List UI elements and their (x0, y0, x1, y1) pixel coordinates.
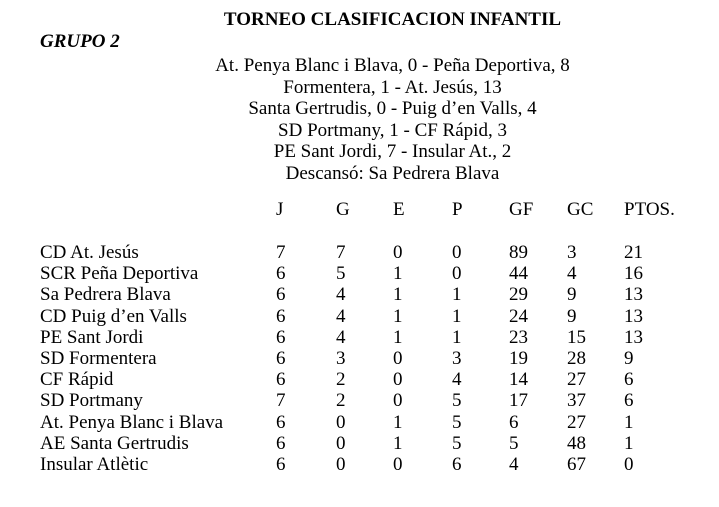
match-result-line: Descansó: Sa Pedrera Blava (285, 162, 500, 184)
goals-for-value: 17 (509, 390, 528, 412)
played-value: 6 (276, 326, 286, 348)
points-value: 6 (624, 390, 634, 412)
draws-value: 1 (393, 284, 403, 306)
played-value: 6 (276, 284, 286, 306)
points-value: 6 (624, 369, 634, 391)
goals-for-value: 5 (509, 432, 519, 454)
standings-header-row (40, 199, 719, 220)
losses-value: 1 (452, 284, 462, 306)
goals-against-value: 27 (567, 411, 586, 433)
points-value: 0 (624, 453, 634, 475)
losses-value: 3 (452, 347, 462, 369)
losses-value: 1 (452, 305, 462, 327)
column-header-points: PTOS. (624, 199, 675, 220)
draws-value: 0 (393, 242, 403, 263)
group-label: GRUPO 2 (40, 31, 120, 52)
goals-against-value: 3 (567, 242, 577, 263)
points-value: 13 (624, 326, 643, 348)
match-results-block (66, 55, 719, 185)
standings-table-body (40, 242, 719, 475)
team-name: Sa Pedrera Blava (40, 284, 171, 306)
wins-value: 4 (336, 305, 346, 327)
goals-for-value: 23 (509, 326, 528, 348)
column-header-losses: P (452, 199, 463, 220)
draws-value: 1 (393, 305, 403, 327)
wins-value: 4 (336, 284, 346, 306)
match-result-line: Formentera, 1 - At. Jesús, 13 (283, 76, 502, 98)
goals-for-value: 4 (509, 453, 519, 475)
team-name: AE Santa Gertrudis (40, 432, 189, 454)
wins-value: 0 (336, 432, 346, 454)
wins-value: 5 (336, 263, 346, 285)
wins-value: 0 (336, 411, 346, 433)
goals-against-value: 9 (567, 305, 577, 327)
losses-value: 6 (452, 453, 462, 475)
team-name: CD Puig d’en Valls (40, 305, 187, 327)
match-result-line: SD Portmany, 1 - CF Rápid, 3 (278, 119, 507, 141)
goals-against-value: 28 (567, 347, 586, 369)
match-result-line: PE Sant Jordi, 7 - Insular At., 2 (273, 141, 512, 163)
played-value: 6 (276, 263, 286, 285)
losses-value: 1 (452, 326, 462, 348)
points-value: 9 (624, 347, 634, 369)
goals-against-value: 27 (567, 369, 586, 391)
wins-value: 0 (336, 453, 346, 475)
played-value: 7 (276, 242, 286, 263)
played-value: 6 (276, 369, 286, 391)
losses-value: 5 (452, 390, 462, 412)
match-result-line: Santa Gertrudis, 0 - Puig d’en Valls, 4 (248, 98, 537, 120)
column-header-draws: E (393, 199, 405, 220)
standings-table-row (40, 454, 719, 475)
draws-value: 0 (393, 453, 403, 475)
page-title: TORNEO CLASIFICACION INFANTIL (223, 9, 562, 30)
goals-against-value: 15 (567, 326, 586, 348)
losses-value: 5 (452, 411, 462, 433)
standings-table-row (40, 327, 719, 348)
wins-value: 7 (336, 242, 346, 263)
points-value: 21 (624, 242, 643, 263)
column-header-played: J (276, 199, 284, 220)
goals-for-value: 24 (509, 305, 528, 327)
played-value: 6 (276, 347, 286, 369)
team-name: CD At. Jesús (40, 242, 139, 263)
goals-for-value: 44 (509, 263, 528, 285)
draws-value: 0 (393, 369, 403, 391)
points-value: 13 (624, 305, 643, 327)
standings-table-row (40, 284, 719, 305)
standings-table-row (40, 369, 719, 390)
goals-for-value: 6 (509, 411, 519, 433)
draws-value: 1 (393, 411, 403, 433)
draws-value: 1 (393, 263, 403, 285)
standings-table-row (40, 263, 719, 284)
goals-against-value: 4 (567, 263, 577, 285)
wins-value: 4 (336, 326, 346, 348)
played-value: 6 (276, 305, 286, 327)
column-header-wins: G (336, 199, 350, 220)
draws-value: 1 (393, 432, 403, 454)
draws-value: 0 (393, 347, 403, 369)
team-name: SD Formentera (40, 347, 157, 369)
team-name: SD Portmany (40, 390, 143, 412)
losses-value: 0 (452, 263, 462, 285)
played-value: 6 (276, 432, 286, 454)
goals-against-value: 67 (567, 453, 586, 475)
losses-value: 5 (452, 432, 462, 454)
goals-for-value: 89 (509, 242, 528, 263)
wins-value: 3 (336, 347, 346, 369)
standings-table-row (40, 348, 719, 369)
goals-for-value: 19 (509, 347, 528, 369)
draws-value: 1 (393, 326, 403, 348)
draws-value: 0 (393, 390, 403, 412)
team-name: Insular Atlètic (40, 453, 149, 475)
standings-table-row (40, 390, 719, 411)
points-value: 16 (624, 263, 643, 285)
goals-against-value: 48 (567, 432, 586, 454)
points-value: 13 (624, 284, 643, 306)
standings-table-row (40, 412, 719, 433)
column-header-goals-against: GC (567, 199, 594, 220)
played-value: 6 (276, 453, 286, 475)
team-name: SCR Peña Deportiva (40, 263, 199, 285)
points-value: 1 (624, 411, 634, 433)
goals-against-value: 9 (567, 284, 577, 306)
losses-value: 4 (452, 369, 462, 391)
losses-value: 0 (452, 242, 462, 263)
wins-value: 2 (336, 390, 346, 412)
column-header-goals-for: GF (509, 199, 534, 220)
played-value: 7 (276, 390, 286, 412)
goals-for-value: 29 (509, 284, 528, 306)
team-name: At. Penya Blanc i Blava (40, 411, 224, 433)
goals-against-value: 37 (567, 390, 586, 412)
match-result-line: At. Penya Blanc i Blava, 0 - Peña Deportiva, 8 (215, 55, 570, 76)
standings-table-row (40, 433, 719, 454)
team-name: CF Rápid (40, 369, 114, 391)
wins-value: 2 (336, 369, 346, 391)
team-name: PE Sant Jordi (40, 326, 144, 348)
played-value: 6 (276, 411, 286, 433)
column-header-team-spacer (40, 199, 276, 220)
standings-table-row (40, 242, 719, 263)
standings-table-row (40, 306, 719, 327)
goals-for-value: 14 (509, 369, 528, 391)
points-value: 1 (624, 432, 634, 454)
